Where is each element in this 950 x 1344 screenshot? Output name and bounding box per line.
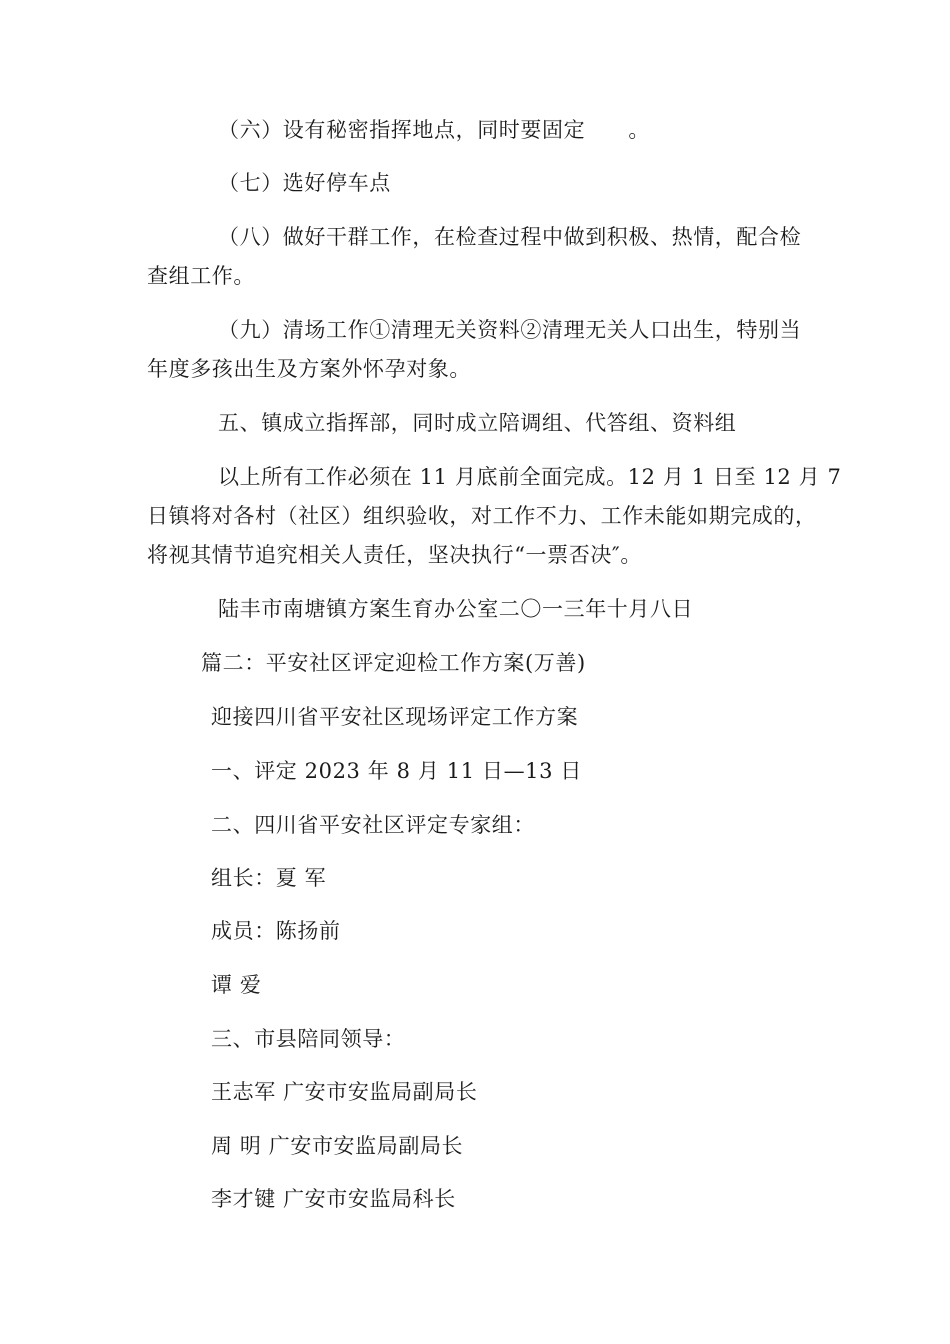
section-5-heading: 五、镇成立指挥部，同时成立陪调组、代答组、资料组 (218, 411, 737, 435)
paragraph-item-8-line-2: 查组工作。 (147, 264, 255, 288)
leader-2: 周 明 广安市安监局副局长 (211, 1134, 464, 1158)
paragraph-item-9-line-1: （九）清场工作①清理无关资料②清理无关人口出生，特别当 (218, 318, 802, 342)
leader-1: 王志军 广安市安监局副局长 (211, 1080, 478, 1104)
leader-3: 李才键 广安市安监局科长 (211, 1187, 456, 1211)
summary-line-2: 日镇将对各村（社区）组织验收，对工作不力、工作未能如期完成的， (147, 504, 817, 528)
summary-line-1: 以上所有工作必须在 11 月底前全面完成。12 月 1 日至 12 月 7 (218, 465, 842, 489)
signature-line: 陆丰市南塘镇方案生育办公室二〇一三年十月八日 (218, 597, 694, 621)
paragraph-item-8-line-1: （八）做好干群工作，在检查过程中做到积极、热情，配合检 (218, 225, 802, 249)
group-leader: 组长：夏 军 (211, 866, 327, 890)
group-member-2: 谭 爱 (211, 973, 262, 997)
plan-title: 迎接四川省平安社区现场评定工作方案 (211, 705, 579, 729)
chapter-title: 篇二：平安社区评定迎检工作方案(万善) (201, 651, 586, 675)
paragraph-item-9-line-2: 年度多孩出生及方案外怀孕对象。 (147, 357, 471, 381)
paragraph-item-7: （七）选好停车点 (218, 171, 391, 195)
section-3-heading: 三、市县陪同领导： (211, 1027, 406, 1051)
paragraph-item-6: （六）设有秘密指挥地点，同时要固定 。 (218, 118, 650, 142)
summary-line-3: 将视其情节追究相关人责任，坚决执行“一票否决″。 (147, 543, 642, 567)
section-1-date: 一、评定 2023 年 8 月 11 日—13 日 (211, 759, 582, 783)
section-2-heading: 二、四川省平安社区评定专家组： (211, 813, 535, 837)
group-member-1: 成员：陈扬前 (211, 919, 341, 943)
